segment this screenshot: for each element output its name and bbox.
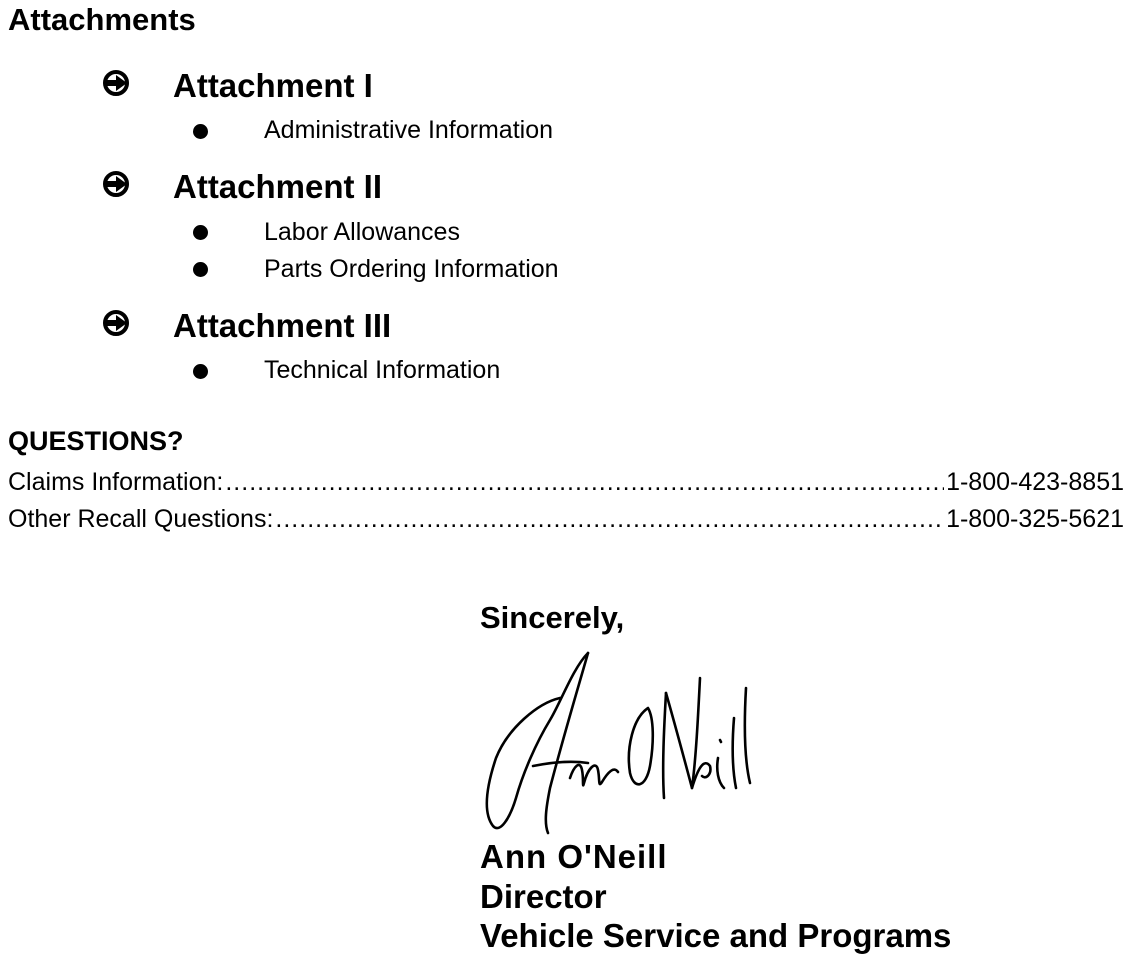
arrow-bullet-icon <box>103 171 129 205</box>
contact-row-other <box>8 505 1124 534</box>
arrow-bullet-icon <box>103 310 129 344</box>
contact-phone: 1-800-423-8851 <box>946 468 1124 496</box>
handwritten-signature <box>478 648 778 843</box>
bullet-icon <box>193 364 208 379</box>
bullet-icon <box>193 124 208 139</box>
attachment-title: Attachment III <box>173 307 392 344</box>
bullet-icon <box>193 225 208 240</box>
attachment-title: Attachment I <box>173 67 373 104</box>
attachment-bullet-text: Administrative Information <box>264 116 554 144</box>
attachment-bullet-text: Parts Ordering Information <box>264 255 559 283</box>
signatory-title: Director <box>480 878 607 915</box>
attachments-heading: Attachments <box>8 2 196 37</box>
contact-label: Other Recall Questions: <box>8 505 274 533</box>
contact-phone: 1-800-325-5621 <box>946 505 1124 533</box>
contact-label: Claims Information: <box>8 468 224 496</box>
attachment-bullet-text: Technical Information <box>264 356 501 384</box>
questions-heading: QUESTIONS? <box>8 426 184 456</box>
bullet-icon <box>193 262 208 277</box>
dot-leader <box>275 505 944 534</box>
attachment-title: Attachment II <box>173 168 383 205</box>
arrow-bullet-icon <box>103 70 129 104</box>
attachment-bullet-text: Labor Allowances <box>264 218 460 246</box>
signatory-name: Ann O'Neill <box>480 838 668 875</box>
closing-salutation: Sincerely, <box>480 600 625 635</box>
contact-row-claims <box>8 468 1124 497</box>
dot-leader <box>225 468 944 497</box>
signatory-department: Vehicle Service and Programs <box>480 917 952 954</box>
